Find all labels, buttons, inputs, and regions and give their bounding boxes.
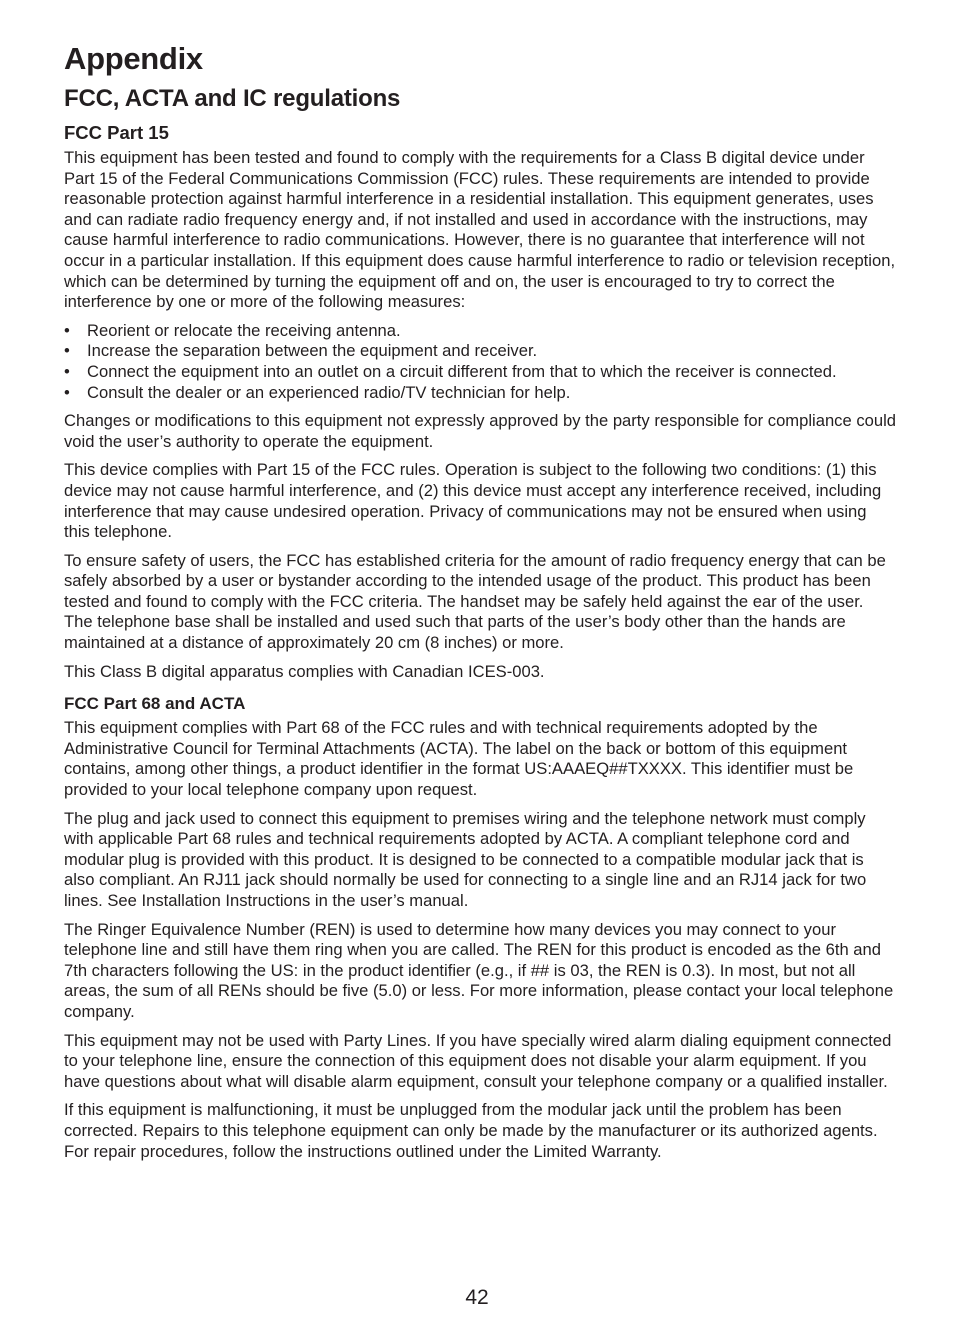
section-title: FCC, ACTA and IC regulations	[64, 85, 401, 112]
list-item	[64, 321, 896, 342]
changes-paragraph: Changes or modifications to this equipment not expressly approved by the party responsible for compliance could void the user’s authority to operate the equipment.	[64, 411, 896, 451]
bullet: •	[64, 382, 70, 402]
interference-measures-list	[64, 321, 896, 403]
page-content	[64, 38, 896, 1162]
list-item-text: Increase the separation between the equipment and receiver.	[87, 341, 538, 361]
list-item-text: Consult the dealer or an experienced radio/TV technician for help.	[87, 382, 571, 402]
list-item	[64, 362, 896, 383]
page-title: Appendix	[64, 41, 203, 76]
list-item	[64, 341, 896, 362]
page-number: 42	[465, 1286, 489, 1309]
party-lines-paragraph: This equipment may not be used with Party Lines. If you have specially wired alarm dialing equipment connected to your telephone line, ensure the connection of this equipment does not disable your alarm equipment. If you have questions about what will disable alarm equipment, consult your telephone company or a qualified installer.	[64, 1030, 892, 1091]
label-paragraph: This equipment complies with Part 68 of the FCC rules and with technical requirements adopted by the Administrative Council for Terminal Attachments (ACTA). The label on the back or bottom of this equipment contains, among other things, a product identifier in the format US:AAAEQ##TXXXX. This identifier must be provided to your local telephone company upon request.	[64, 718, 854, 800]
complies-paragraph: This device complies with Part 15 of the FCC rules. Operation is subject to the following two conditions: (1) this device may not cause harmful interference, and (2) this device must accept any interference received, including interference that may cause undesired operation. Privacy of communications may not be ensured when using this telephone.	[64, 460, 882, 542]
bullet: •	[64, 320, 70, 340]
list-item-text: Reorient or relocate the receiving antenna.	[87, 320, 401, 340]
list-item-text: Connect the equipment into an outlet on a circuit different from that to which the receiver is connected.	[87, 361, 837, 381]
fcc-part-15-heading: FCC Part 15	[64, 122, 169, 143]
malfunction-paragraph: If this equipment is malfunctioning, it must be unplugged from the modular jack until the problem has been corrected. Repairs to this telephone equipment can only be made by the manufacturer or its authorized agents. For repair procedures, follow the instructions outlined under the Limited Warranty.	[64, 1100, 878, 1161]
bullet: •	[64, 341, 70, 361]
bullet: •	[64, 361, 70, 381]
fcc-part-15-intro: This equipment has been tested and found to comply with the requirements for a Class B digital device under Part 15 of the Federal Communications Commission (FCC) rules. These requirements are intended to provide reasonable protection against harmful interference in a residential installation. This equipment generates, uses and can radiate radio frequency energy and, if not installed and used in accordance with the instructions, may cause harmful interference to radio communications. However, there is no guarantee that interference will not occur in a particular installation. If this equipment does cause harmful interference to radio or television reception, which can be determined by turning the equipment off and on, the user is encouraged to try to correct the interference by one or more of the following measures:	[64, 148, 896, 312]
fcc-part-68-heading: FCC Part 68 and ACTA	[64, 694, 246, 714]
ices-paragraph: This Class B digital apparatus complies with Canadian ICES-003.	[64, 661, 545, 681]
safety-paragraph: To ensure safety of users, the FCC has established criteria for the amount of radio frequency energy that can be safely absorbed by a user or bystander according to the intended usage of the product. This product has been tested and found to comply with the FCC criteria. The handset may be safely held against the ear of the user. The telephone base shall be installed and used such that parts of the user’s body other than the hands are maintained at a distance of approximately 20 cm (8 inches) or more.	[64, 550, 886, 653]
ren-paragraph: The Ringer Equivalence Number (REN) is used to determine how many devices you may connect to your telephone line and still have them ring when you are called. The REN for this product is encoded as the 6th and 7th characters following the US: in the product identifier (e.g., if ## is 03, the REN is 0.3). In most, but not all areas, the sum of all RENs should be five (5.0) or less. For more information, please contact your local telephone company.	[64, 919, 894, 1021]
plug-jack-paragraph: The plug and jack used to connect this equipment to premises wiring and the telephone network must comply with applicable Part 68 rules and technical requirements adopted by ACTA. A compliant telephone cord and modular plug is provided with this product. It is designed to be connected to a compatible modular jack that is also compliant. An RJ11 jack should normally be used for connecting to a single line and an RJ14 jack for two lines. See Installation Instructions in the user’s manual.	[64, 808, 867, 910]
list-item	[64, 383, 896, 404]
